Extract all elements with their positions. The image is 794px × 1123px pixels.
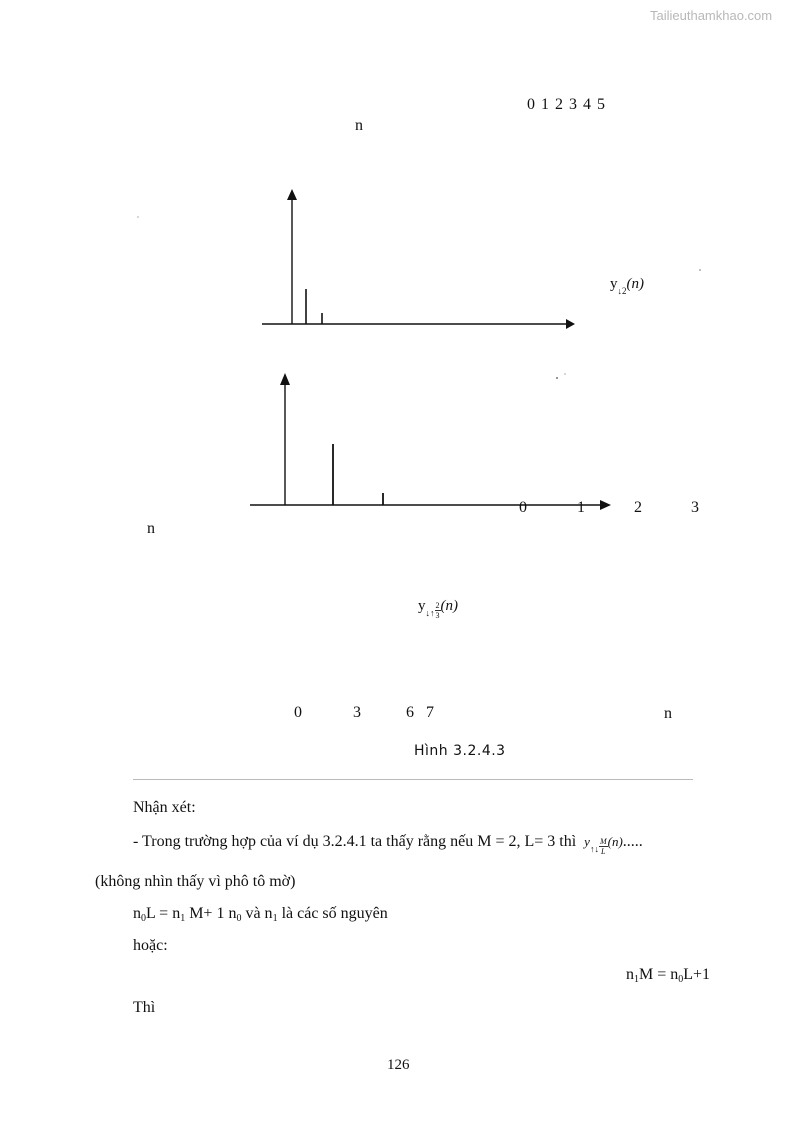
symbol-arg: (n) (607, 834, 623, 849)
graph3-n-label: n (664, 705, 672, 722)
eq1-sub: 1 (272, 913, 278, 924)
graph3-tick-label: 7 (426, 704, 434, 721)
eq2-part: M = n (639, 966, 679, 983)
graph2-tick-label: 0 (519, 499, 527, 516)
top-index-label: 0 1 2 3 4 5 (527, 96, 606, 113)
remark-title: Nhận xét: (133, 799, 196, 816)
eq1-part: n (133, 905, 141, 922)
graph1-signal-sub: ↓2 (617, 286, 627, 296)
graph2-tick-label: 1 (577, 499, 585, 516)
graph2-axes (250, 373, 611, 510)
graph1-signal-label (610, 276, 644, 296)
equation-2 (626, 966, 710, 984)
eq2-part: L+1 (683, 966, 711, 983)
eq1-part: là các số nguyên (277, 905, 388, 922)
symbol-fraction-den: L (601, 847, 606, 856)
graph2-stems (333, 444, 383, 505)
graph2-y-arrowhead (280, 373, 290, 385)
eq2-part: n (626, 966, 634, 983)
graph2-tick-label: 3 (691, 499, 699, 516)
graph1-signal-base: y (610, 276, 618, 292)
graph1-y-arrowhead (287, 189, 297, 200)
remark-line-1-text: - Trong trường hợp của ví dụ 3.2.4.1 ta thấy rằng nếu M = 2, L= 3 thì (133, 833, 577, 850)
graph2-tick-label: 2 (634, 499, 642, 516)
graph1-axes (262, 189, 575, 329)
remark-line-1-tail: ..... (622, 833, 643, 850)
watermark-text: Tailieuthamkhao.com (650, 8, 773, 23)
or-label: hoặc: (133, 937, 168, 954)
eq2-sub: 0 (678, 974, 684, 985)
eq2-sub: 1 (634, 974, 639, 985)
remark-line-1 (133, 833, 643, 856)
graph3-tick-label: 6 (406, 704, 414, 721)
graph2-n-label: n (147, 520, 155, 537)
graph3-fraction-den: 3 (435, 611, 440, 620)
remark-line-1-symbol (584, 834, 623, 856)
graph1-signal-arg: (n) (626, 276, 644, 292)
symbol-arrows: ↑↓ (589, 844, 599, 854)
symbol-base: y (584, 834, 590, 849)
symbol-fraction-num: M (599, 837, 607, 846)
figure-caption: Hình 3.2.4.3 (414, 743, 506, 759)
equation-1 (133, 905, 388, 923)
scan-specks (137, 216, 700, 379)
graph3-tick-label: 3 (353, 704, 361, 721)
page-number: 126 (387, 1057, 410, 1073)
then-label: Thì (133, 999, 156, 1016)
divider (133, 779, 693, 780)
graph3-signal-arrows: ↓↑ (425, 608, 435, 618)
eq1-part: và n (241, 905, 273, 922)
eq1-sub: 1 (180, 913, 186, 924)
eq1-sub: 0 (236, 913, 242, 924)
eq1-part: M+ 1 n (185, 905, 237, 922)
eq1-part: L = n (146, 905, 181, 922)
remark-line-2: (không nhìn thấy vì phô tô mờ) (95, 873, 296, 890)
graph3-signal-arg: (n) (440, 598, 458, 614)
graph2-x-arrowhead (600, 500, 611, 510)
graph3-signal-base: y (418, 598, 426, 614)
graph1-x-arrowhead (566, 319, 575, 329)
top-n-label: n (355, 117, 363, 134)
eq1-sub: 0 (141, 913, 146, 924)
graph3-tick-label: 0 (294, 704, 302, 721)
graph1-stems (306, 289, 322, 324)
symbol-fraction (599, 837, 608, 856)
graph3-fraction-num: 2 (435, 601, 440, 610)
graph3-signal-label (418, 598, 458, 620)
